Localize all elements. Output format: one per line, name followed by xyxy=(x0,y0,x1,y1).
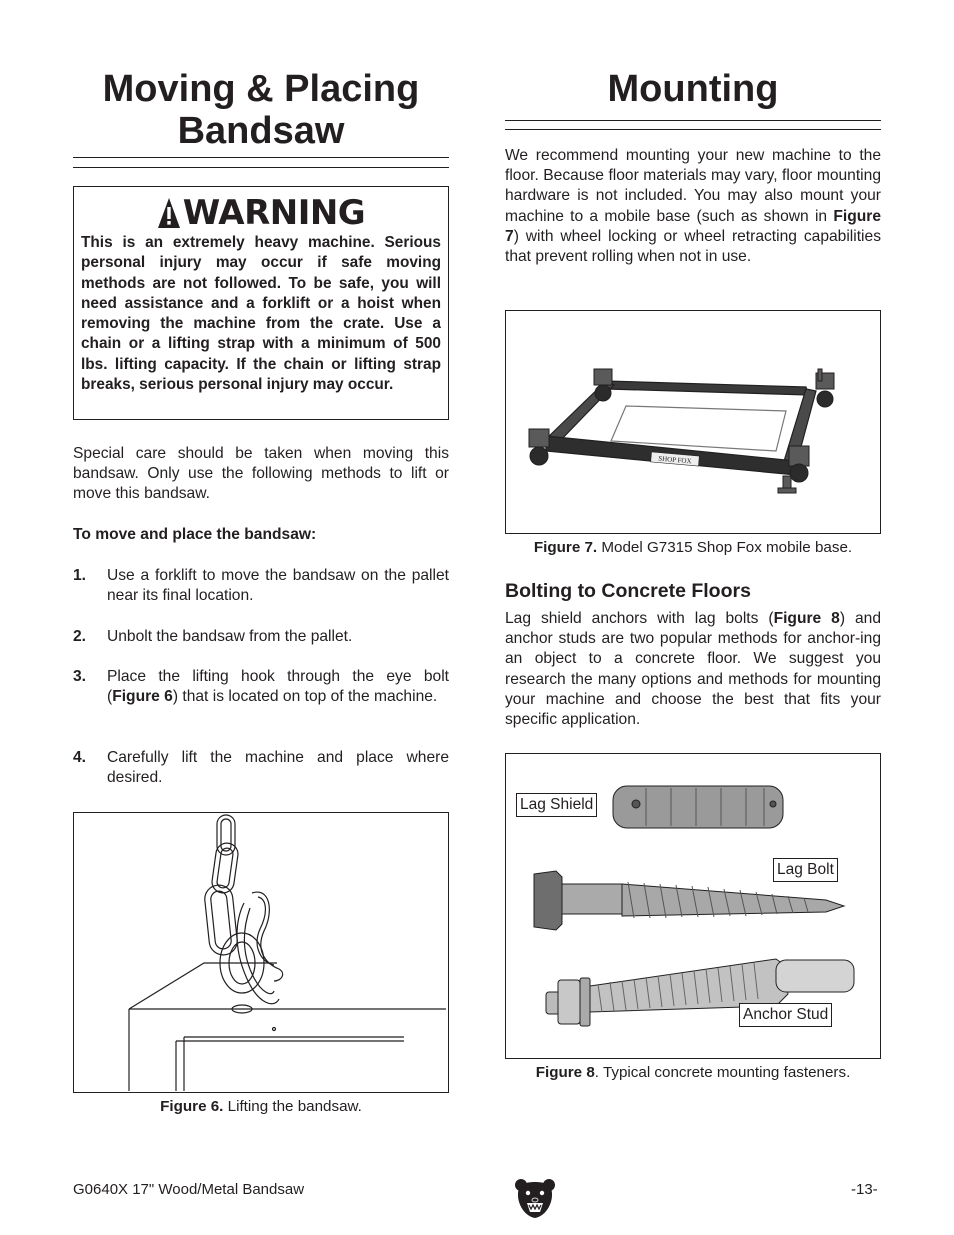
figure-8-text: . Typical concrete mounting fasteners. xyxy=(594,1064,851,1081)
bolting-text xyxy=(505,609,881,730)
mounting-title: Mounting xyxy=(607,68,779,110)
step-3-text-pre: Place the lifting hook through the eye bolt ( xyxy=(107,668,449,706)
moving-intro: Special care should be taken when moving this bandsaw. Only use the following methods to lift or move this bandsaw. xyxy=(73,445,449,503)
footer-model: G0640X 17" Wood/Metal Bandsaw xyxy=(73,1181,305,1198)
warning-title: WARNING xyxy=(182,193,366,233)
lag-shield-callout: Lag Shield xyxy=(516,793,597,817)
step-1-text: Use a forklift to move the bandsaw on the pallet near its final location. xyxy=(107,567,449,605)
bolting-text-pre: Lag shield anchors with lag bolts ( xyxy=(505,610,774,627)
steps-heading xyxy=(73,525,449,545)
shop-fox-plate-text: SHOP FOX xyxy=(657,454,692,466)
step-3-text-post: ) that is located on top of the machine. xyxy=(172,688,438,706)
mounting-intro-figure-ref: Figure 7 xyxy=(505,207,881,245)
mounting-intro-pre: We recommend mounting your new machine to the floor. Because floor materials may vary, floor mounting hardware is not included. You may also mount your machine to a mobile base (such as shown in xyxy=(505,147,881,225)
bolting-heading: Bolting to Concrete Floors xyxy=(505,580,751,602)
figure-6-text: Lifting the bandsaw. xyxy=(223,1098,362,1115)
step-2-number: 2. xyxy=(73,628,87,645)
warning-text: This is an extremely heavy machine. Serious personal injury may occur if safe moving methods are not followed. To be safe, you will need assistance and a forklift or a hoist when removing the machine from the crate. Use a chain or a lifting strap with a minimum of 500 lbs. lifting capacity. If the chain or lifting strap breaks, serious personal injury may occur. xyxy=(81,234,441,394)
figure-8-box xyxy=(505,753,881,1059)
right-title-rule-top xyxy=(505,120,881,121)
step-1 xyxy=(73,566,449,606)
lifting-hook-illustration xyxy=(74,813,447,1091)
warning-triangle-icon xyxy=(157,196,181,230)
step-3-text xyxy=(107,667,449,707)
steps-heading-text: To move and place the bandsaw: xyxy=(73,526,317,543)
figure-8-label: Figure 8 xyxy=(535,1064,595,1081)
step-4-number: 4. xyxy=(73,749,87,766)
left-title-rule-bottom xyxy=(73,167,449,168)
figure-6-caption xyxy=(73,1097,449,1116)
step-3 xyxy=(73,667,449,707)
anchor-stud-callout: Anchor Stud xyxy=(739,1003,832,1027)
step-3-number: 3. xyxy=(73,668,87,685)
figure-8-caption xyxy=(505,1063,881,1082)
bolting-text-post: ) and anchor studs are two popular methods for anchor-ing an object to a concrete floor. We suggest you research the many options and methods for mounting your machine and choose the best that fits your specific application. xyxy=(505,610,881,729)
grizzly-bear-logo-icon xyxy=(513,1176,557,1220)
figure-7-text: Model G7315 Shop Fox mobile base. xyxy=(597,539,853,556)
left-title-rule-top xyxy=(73,157,449,158)
left-title-line2: Bandsaw xyxy=(177,110,345,152)
step-2 xyxy=(73,627,449,647)
step-4 xyxy=(73,748,449,788)
figure-7-caption xyxy=(505,538,881,557)
step-2-text: Unbolt the bandsaw from the pallet. xyxy=(107,628,353,645)
figure-7-label: Figure 7. xyxy=(533,539,598,556)
lag-bolt-callout: Lag Bolt xyxy=(773,858,838,882)
page-number: -13- xyxy=(851,1181,878,1198)
figure-7-box xyxy=(505,310,881,534)
mounting-intro xyxy=(505,146,881,267)
right-title xyxy=(505,68,881,110)
left-title-line1: Moving & Placing xyxy=(102,68,420,110)
step-4-text: Carefully lift the machine and place where desired. xyxy=(107,749,449,787)
mobile-base-illustration xyxy=(506,311,879,532)
step-1-number: 1. xyxy=(73,567,87,584)
warning-box xyxy=(73,186,449,420)
bolting-figure-ref: Figure 8 xyxy=(773,610,840,627)
warning-header xyxy=(74,193,448,233)
figure-6-label: Figure 6. xyxy=(160,1098,224,1115)
left-title xyxy=(73,68,449,152)
figure-6-box xyxy=(73,812,449,1093)
right-title-rule-bottom xyxy=(505,129,881,130)
mounting-intro-post: ) with wheel locking or wheel retracting capabilities that prevent rolling when not in use. xyxy=(505,227,881,266)
step-3-figure-ref: Figure 6 xyxy=(112,688,173,706)
